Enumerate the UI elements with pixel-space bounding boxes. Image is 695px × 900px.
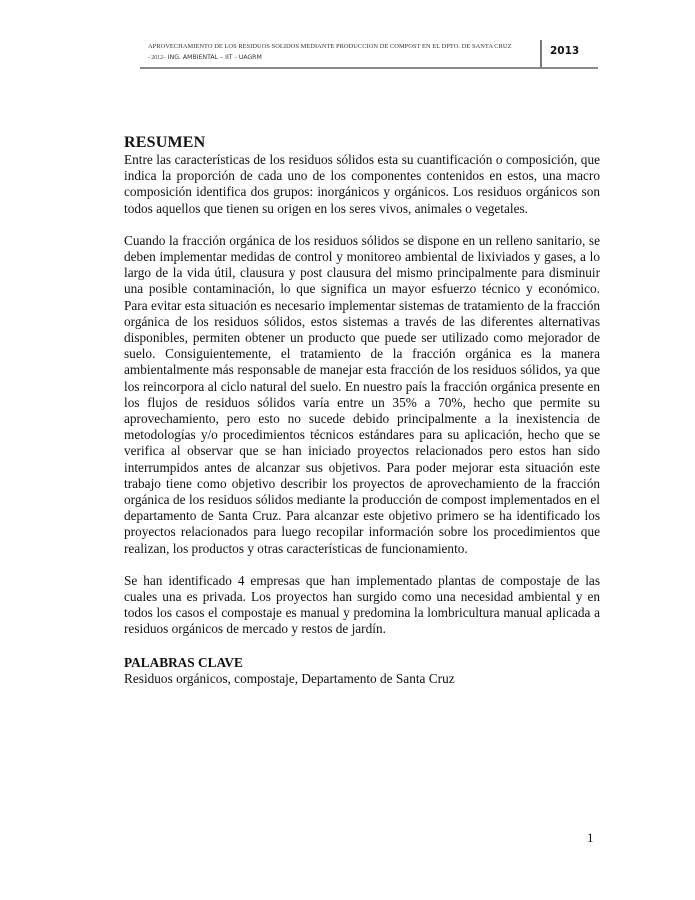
resumen-paragraph-1: Entre las características de los residuos sólidos esta su cuantificación o composición, que indica la proporción de cada uno de los componentes contenidos en estos, una macro composición identifica dos grupos: inorgánicos y orgánicos. Los residuos orgánicos son todos aquellos que tienen su origen en los seres vivos, animales o vegetales. xyxy=(124,152,600,216)
page-number: 1 xyxy=(587,830,594,845)
header-divider-vertical xyxy=(540,40,542,68)
keywords-title: PALABRAS CLAVE xyxy=(124,654,243,670)
header-title: APROVECHAMIENTO DE LOS RESIDUOS SOLIDOS MEDIANTE PRODUCCION DE COMPOST EN EL DPTO. DE SANTA CRUZ xyxy=(148,43,512,50)
header-subtitle xyxy=(148,52,262,61)
page-content xyxy=(124,134,600,687)
header-year-prefix: - 2012– xyxy=(148,55,166,61)
resumen-paragraph-2: Cuando la fracción orgánica de los residuos sólidos se dispone en un relleno sanitario, se deben implementar medidas de control y monitoreo ambiental de lixiviados y gases, a lo largo de la vida útil, clausura y post clausura del mismo principalmente para disminuir una posible contaminación, lo que significa un mayor esfuerzo técnico y económico. Para evitar esta situación es necesario implementar sistemas de tratamiento de la fracción orgánica de los residuos sólidos, estos sistemas a través de las diferentes alternativas disponibles, permiten obtener un producto que puede ser utilizado como mejorador de suelo. Consiguientemente, el tratamiento de la fracción orgánica es la manera ambientalmente más responsable de manejar esta fracción de los residuos sólidos, ya que los reincorpora al ciclo natural del suelo. En nuestro país la fracción orgánica presente en los flujos de residuos sólidos varía entre un 35% a 70%, hecho que permite su aprovechamiento, pero esto no sucede debido principalmente a la inexistencia de metodologías y/o procedimientos técnicos estándares para su aplicación, hecho que se verifica al observar que se han iniciado proyectos relacionados pero estos han sido interrumpidos antes de alcanzar sus objetivos. Para poder mejorar esta situación este trabajo tiene como objetivo describir los proyectos de aprovechamiento de la fracción orgánica de los residuos sólidos mediante la producción de compost implementados en el departamento de Santa Cruz. Para alcanzar este objetivo primero se ha identificado los proyectos relacionados para luego recopilar información sobre los procedimientos que realizan, los productos y otras características de funcionamiento. xyxy=(124,232,600,556)
header-department: ING. AMBIENTAL – IIT - UAGRM xyxy=(167,54,262,61)
keywords-text: Residuos orgánicos, compostaje, Departamento de Santa Cruz xyxy=(124,670,455,686)
header-divider-horizontal xyxy=(140,67,598,69)
resumen-title: RESUMEN xyxy=(124,134,206,151)
paragraph-spacer xyxy=(124,557,600,573)
paragraph-spacer xyxy=(124,217,600,233)
header-year: 2013 xyxy=(550,45,580,57)
page-header xyxy=(140,40,598,68)
resumen-paragraph-3: Se han identificado 4 empresas que han implementado plantas de compostaje de las cuales una es privada. Los proyectos han surgido como una necesidad ambiental y en todos los casos el compostaje es manual y predomina la lombricultura manual aplicada a residuos orgánicos de mercado y restos de jardín. xyxy=(124,572,600,637)
